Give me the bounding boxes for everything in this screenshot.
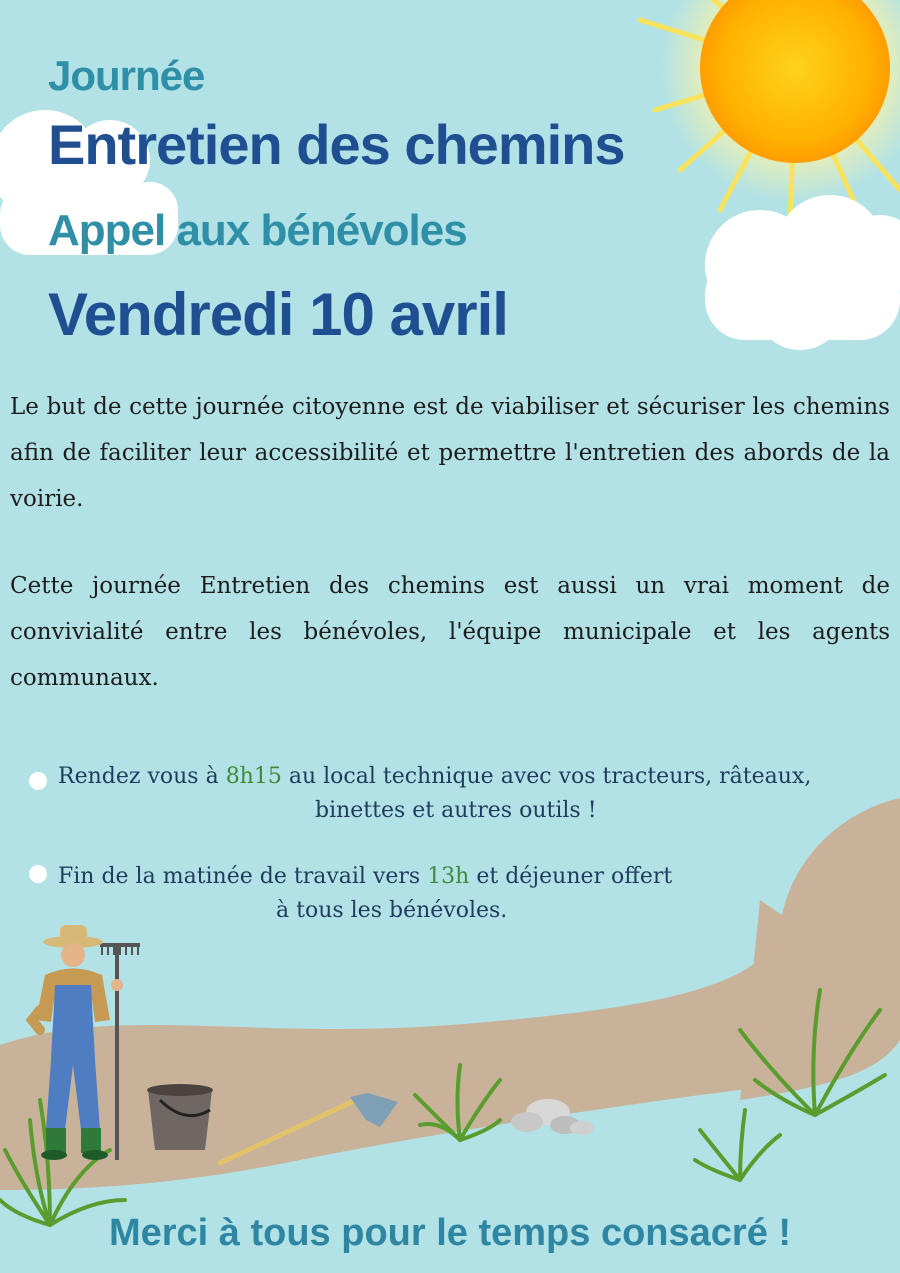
intro-paragraph: Le but de cette journée citoyenne est de viabiliser et sécuriser les chemins afin de faciliter leur accessibilité et permettre l'entretien des abords de la voirie. — [10, 394, 890, 512]
time-highlight: 13h — [427, 864, 470, 889]
cloud-icon — [705, 195, 900, 350]
bullet-line — [58, 760, 811, 794]
bullet-line: binettes et autres outils ! — [315, 798, 597, 823]
sun-icon — [640, 0, 900, 225]
bullet-text: Fin de la matinée de travail vers — [58, 864, 428, 889]
time-highlight: 8h15 — [225, 764, 282, 789]
bucket-icon — [147, 1084, 213, 1150]
bullet-text: et déjeuner offert — [469, 864, 673, 889]
conviviality-paragraph: Cette journée Entretien des chemins est aussi un vrai moment de convivialité entre les bénévoles, l'équipe municipale et les agents communaux. — [10, 573, 890, 691]
title-call-volunteers: Appel aux bénévoles — [48, 206, 467, 255]
title-date: Vendredi 10 avril — [48, 281, 508, 348]
grass-icon — [695, 1110, 780, 1180]
bullet-line — [58, 860, 672, 894]
bullet-dot-icon — [29, 772, 47, 790]
bullet-line: à tous les bénévoles. — [276, 898, 508, 923]
title-main: Entretien des chemins — [48, 113, 625, 176]
bullet-text: Rendez vous à — [58, 764, 226, 789]
bullet-dot-icon — [29, 865, 47, 883]
title-journee: Journée — [48, 52, 205, 99]
thanks-footer: Merci à tous pour le temps consacré ! — [108, 1212, 792, 1254]
bullet-text: au local technique avec vos tracteurs, râteaux, — [281, 764, 812, 789]
